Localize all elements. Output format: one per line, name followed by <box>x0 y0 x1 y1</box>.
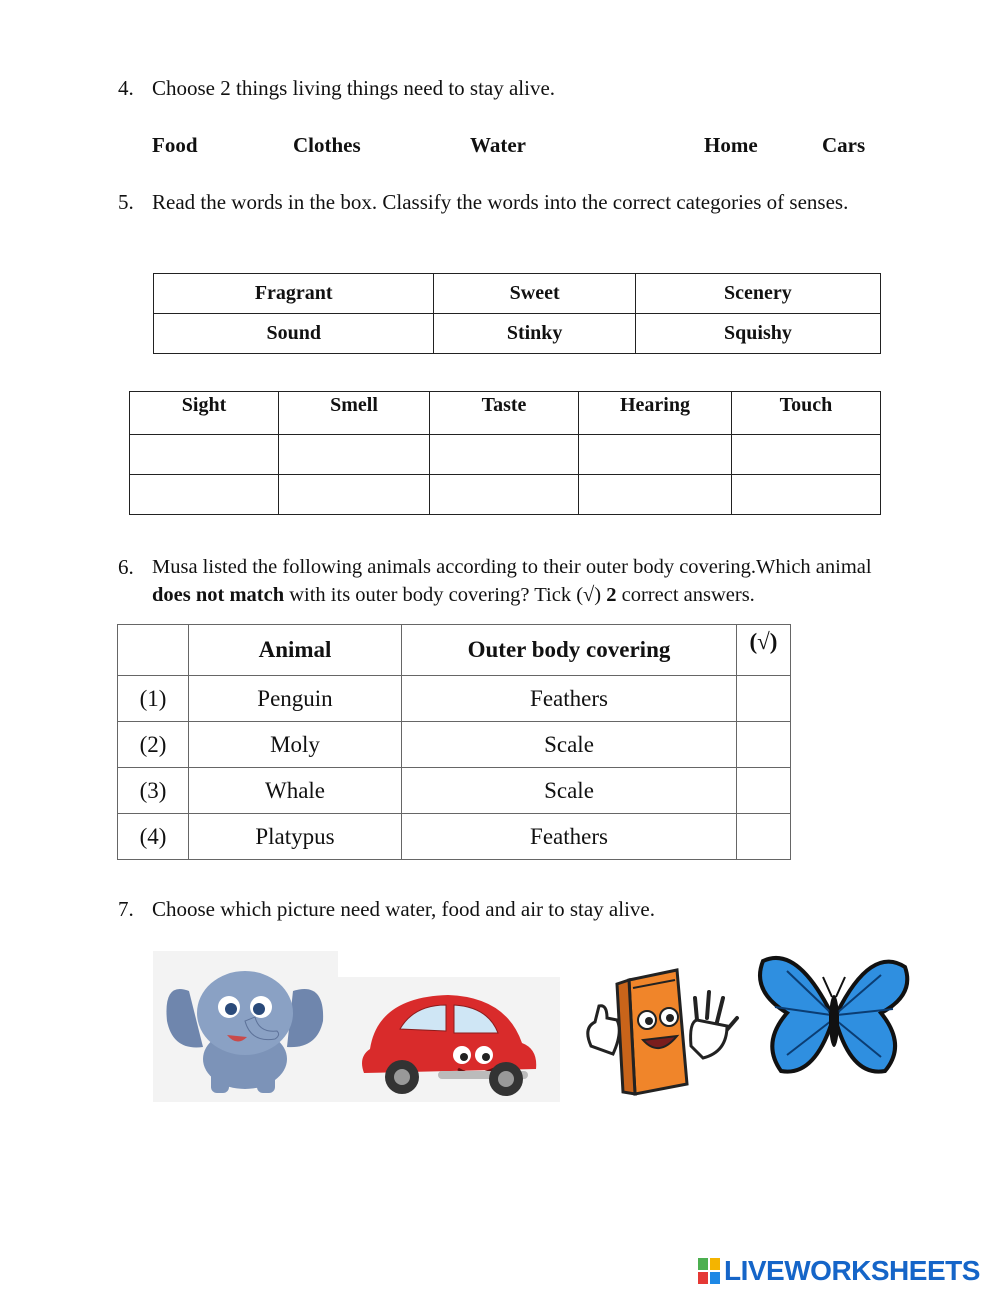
table-row <box>118 814 791 860</box>
drop-cell[interactable] <box>430 475 579 515</box>
table-row <box>118 768 791 814</box>
body-covering: Scale <box>402 768 737 814</box>
logo-icon <box>698 1258 720 1284</box>
option-food[interactable]: Food <box>152 133 198 157</box>
animal-name: Moly <box>189 722 402 768</box>
row-number: (2) <box>118 722 189 768</box>
tick-cell[interactable] <box>737 768 791 814</box>
drop-cell[interactable] <box>130 475 279 515</box>
word-cell[interactable]: Sound <box>154 314 434 354</box>
option-home[interactable]: Home <box>704 133 758 157</box>
book-icon <box>577 962 749 1098</box>
animal-name: Platypus <box>189 814 402 860</box>
question-text: Musa listed the following animals according to their outer body covering.Which animal does not match with its outer body covering? Tick (√) 2 correct answers. <box>152 556 872 606</box>
question-number: 6. <box>118 555 134 579</box>
liveworksheets-logo <box>698 1255 980 1287</box>
question-text: Read the words in the box. Classify the words into the correct categories of senses. <box>152 190 849 214</box>
elephant-icon <box>153 951 338 1102</box>
word-box-table <box>153 273 881 354</box>
book-picture[interactable] <box>577 962 749 1098</box>
elephant-picture[interactable] <box>153 951 338 1102</box>
header-sight: Sight <box>130 392 279 435</box>
logo-text: LIVEWORKSHEETS <box>724 1255 980 1286</box>
row-number: (4) <box>118 814 189 860</box>
row-number: (3) <box>118 768 189 814</box>
body-covering: Feathers <box>402 676 737 722</box>
question-text: Choose which picture need water, food and air to stay alive. <box>152 897 655 921</box>
tick-cell[interactable] <box>737 814 791 860</box>
word-cell[interactable]: Stinky <box>434 314 635 354</box>
car-icon <box>338 977 560 1102</box>
header-hearing: Hearing <box>579 392 732 435</box>
animals-table <box>117 624 791 860</box>
drop-cell[interactable] <box>279 475 430 515</box>
butterfly-picture[interactable] <box>757 951 912 1083</box>
row-number: (1) <box>118 676 189 722</box>
car-picture[interactable] <box>338 977 560 1102</box>
butterfly-icon <box>757 951 912 1083</box>
header-taste: Taste <box>430 392 579 435</box>
option-clothes[interactable]: Clothes <box>293 133 361 157</box>
drop-cell[interactable] <box>279 435 430 475</box>
drop-cell[interactable] <box>732 435 881 475</box>
drop-cell[interactable] <box>579 435 732 475</box>
tick-cell[interactable] <box>737 676 791 722</box>
table-row <box>118 722 791 768</box>
table-row <box>118 676 791 722</box>
word-cell[interactable]: Squishy <box>635 314 880 354</box>
word-cell[interactable]: Scenery <box>635 274 880 314</box>
tick-cell[interactable] <box>737 722 791 768</box>
question-number: 7. <box>118 897 134 921</box>
question-number: 5. <box>118 190 134 214</box>
word-cell[interactable]: Sweet <box>434 274 635 314</box>
header-animal: Animal <box>189 625 402 676</box>
question-number: 4. <box>118 76 134 100</box>
header-tick: (√) <box>737 625 791 676</box>
header-touch: Touch <box>732 392 881 435</box>
senses-table <box>129 391 881 515</box>
drop-cell[interactable] <box>130 435 279 475</box>
header-smell: Smell <box>279 392 430 435</box>
word-cell[interactable]: Fragrant <box>154 274 434 314</box>
header-blank <box>118 625 189 676</box>
body-covering: Scale <box>402 722 737 768</box>
drop-cell[interactable] <box>579 475 732 515</box>
header-covering: Outer body covering <box>402 625 737 676</box>
option-water[interactable]: Water <box>470 133 526 157</box>
drop-cell[interactable] <box>732 475 881 515</box>
question-text: Choose 2 things living things need to stay alive. <box>152 76 556 100</box>
option-cars[interactable]: Cars <box>822 133 866 157</box>
drop-cell[interactable] <box>430 435 579 475</box>
body-covering: Feathers <box>402 814 737 860</box>
animal-name: Penguin <box>189 676 402 722</box>
animal-name: Whale <box>189 768 402 814</box>
